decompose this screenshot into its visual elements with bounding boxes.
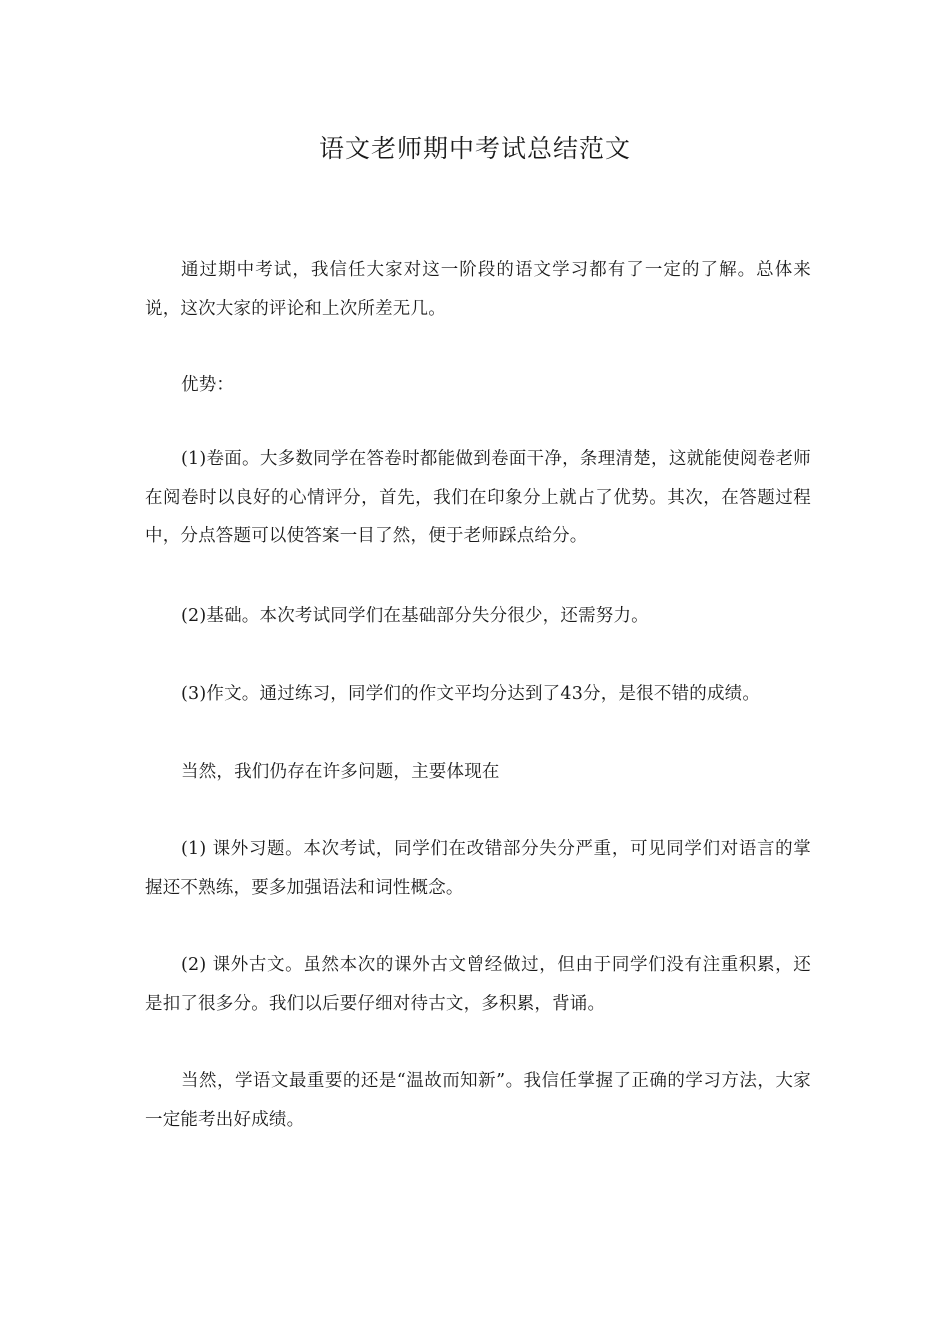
page-title: 语文老师期中考试总结范文 xyxy=(318,134,631,163)
paragraph-problem-2: (2) 课外古文。虽然本次的课外古文曾经做过，但由于同学们没有注重积累，还是扣了很多分。我们以后要仔细对待古文，多积累，背诵。 xyxy=(145,955,811,1014)
paragraph-problems-heading: 当然，我们仍存在许多问题，主要体现在 xyxy=(181,762,500,782)
paragraph-advantage-2: (2)基础。本次考试同学们在基础部分失分很少，还需努力。 xyxy=(181,606,649,626)
paragraph-conclusion: 当然，学语文最重要的还是“温故而知新”。我信任掌握了正确的学习方法，大家一定能考出好成绩。 xyxy=(145,1071,811,1130)
paragraph-advantages-heading: 优势： xyxy=(181,375,235,395)
paragraph-intro: 通过期中考试，我信任大家对这一阶段的语文学习都有了一定的了解。总体来说，这次大家的评论和上次所差无几。 xyxy=(145,260,811,319)
paragraph-problem-1: (1) 课外习题。本次考试，同学们在改错部分失分严重，可见同学们对语言的掌握还不熟练，要多加强语法和词性概念。 xyxy=(145,839,811,898)
paragraph-advantage-1: (1)卷面。大多数同学在答卷时都能做到卷面干净，条理清楚，这就能使阅卷老师在阅卷时以良好的心情评分，首先，我们在印象分上就占了优势。其次，在答题过程中，分点答题可以使答案一目了然，便于老师踩点给分。 xyxy=(145,449,811,546)
paragraph-advantage-3: (3)作文。通过练习，同学们的作文平均分达到了43分，是很不错的成绩。 xyxy=(181,684,761,704)
